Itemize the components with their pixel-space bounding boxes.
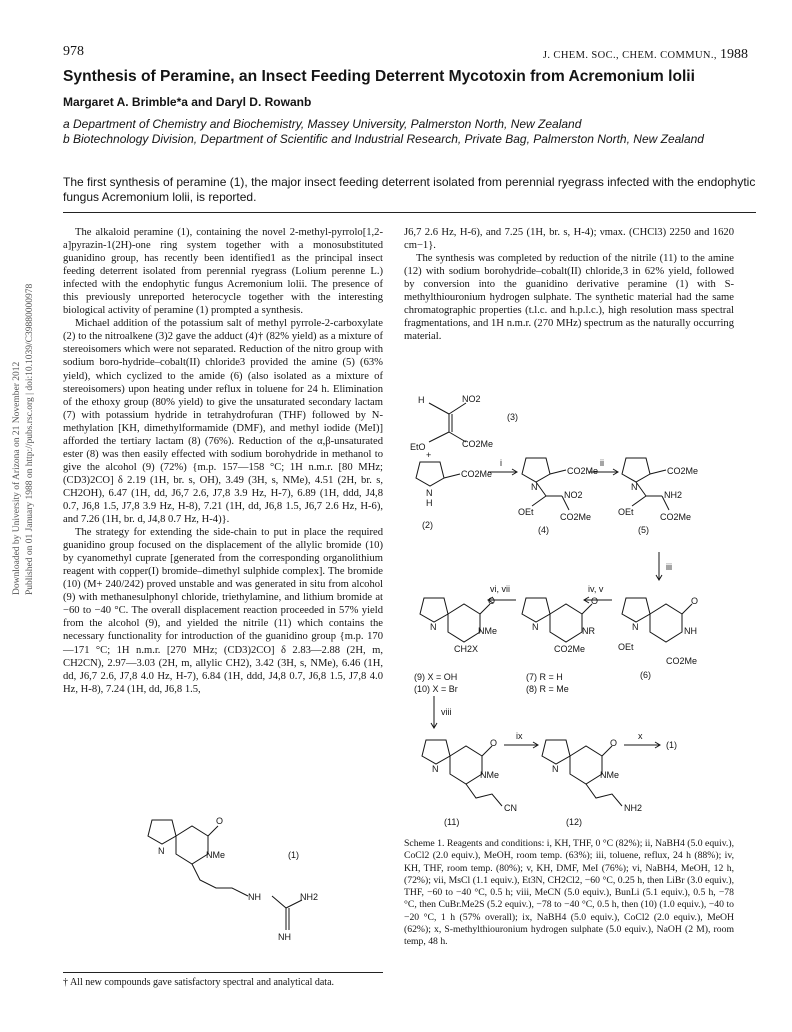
footnote: † All new compounds gave satisfactory spectral and analytical data. [63, 977, 335, 988]
label-co2me: CO2Me [567, 466, 599, 476]
label-o: O [691, 596, 699, 606]
reagent-x: x [638, 731, 643, 741]
label-nh2: NH2 [300, 892, 319, 902]
label-n: N [552, 764, 559, 774]
compound-3-label: (3) [507, 412, 518, 422]
compound-4-label: (4) [538, 525, 549, 535]
body-paragraph: The strategy for extending the side-chain to put in place the required guanidino group focused on the displacement of the allylic bromide (10) by cyanomethyl cuprate [generated from the corresponding organolithium reagent with copper(I) bromide–dimethyl sulphide complex]. The bromide (10) (M+ 240/242) proved unstable and was generated in situ from alcohol (9) with methanesulphonyl chloride, triethylamine, and lithium bromide at −60 to −40 °C. The overall displacement reaction proceeded in 57% yield from the alcohol (9), and yielded the nitrile (11) which contains the necessary functionality for introduction of the guanidino group {m.p. 170—171 °C; 1H n.m.r. [270 MHz; (CD3)2CO] δ 2.83—2.88 (2H, m, CH2CN), 2.97—3.03 (2H, m, allylic CH2), 3.42 (3H, s, NMe), 6.46 (1H, dd, J6,7 2.6, J7,8 4.0 Hz, H-7), 6.84 (1H, ddd, J4,8 0.7, J6,8 1.5, J7,8 4.0 Hz, H-8), 7.24 (1H, dd, J6,8 1.5, [63, 527, 383, 695]
reagents-iv-v: iv, v [588, 584, 604, 594]
label-co2me: CO2Me [554, 644, 586, 654]
label-o: O [488, 596, 496, 606]
label-co2me: CO2Me [660, 512, 692, 522]
label-n: N [531, 482, 538, 492]
compound-8-label: (8) R = Me [526, 684, 569, 694]
label-n: N [430, 622, 437, 632]
label-ch2x: CH2X [454, 644, 479, 654]
label-oet: OEt [618, 507, 634, 517]
label-h: H [426, 498, 433, 508]
compound-7-label: (7) R = H [526, 672, 563, 682]
label-n: N [632, 622, 639, 632]
label-nr: NR [582, 626, 595, 636]
label-co2me: CO2Me [560, 512, 592, 522]
abstract: The first synthesis of peramine (1), the major insect feeding deterrent isolated from perennial ryegrass infected with the endophytic fungus Acremonium lolii, is reported. [63, 175, 756, 204]
reagent-ii: ii [600, 458, 604, 468]
compound-1-label: (1) [288, 850, 299, 860]
body-paragraph: Michael addition of the potassium salt of methyl pyrrole-2-carboxylate (2) to the nitroalkene (3)2 gave the adduct (4)† (82% yield) as a mixture of stereoisomers which were not separated. Reduction of the nitro group with sodium boro-hydride–cobalt(II) chloride3 provided the amine (5) (63% yield), which cyclized to the amide (6) (also isolated as a mixture of stereoisomers) upon heating under reflux in toluene for 24 h. Elimination of the ethoxy group (80% yield) to give the unsaturated secondary lactam (7) with potassium hydride in tetrahydrofuran (THF) followed by N-methylation [KH, dimethylformamide (DMF), and methyl iodide (MeI)] afforded the tertiary lactam (8) (76%). Reduction of the α,β-unsaturated ester (8) was then easily effected with sodium borohydride in methanol to give the alcohol (9) (72%) {m.p. 157—158 °C; 1H n.m.r. [80 MHz; (CD3)2CO] δ 2.19 (1H, br. s, OH), 3.49 (3H, s, NMe), 4.51 (2H, br. s, CH2OH), 6.47 (1H, dd, J6,7 2.6, J7,8 3.9 Hz, H-7), 6.89 (1H, ddd, J4,8 0.7, J6,8 1.5, J7,8 3.9 Hz, H-8), 7.21 (1H, dd, J6,8 1.5, J6,7 2.6 Hz, H-6), and 7.26 (1H, br. d, J4,8 0.7 Hz, H-4)}. [63, 318, 383, 526]
compound-9-label: (9) X = OH [414, 672, 458, 682]
page-number: 978 [63, 44, 84, 59]
label-nme: NMe [206, 850, 226, 860]
label-cn: CN [504, 803, 517, 813]
label-nme: NMe [478, 626, 498, 636]
label-nh2: NH2 [664, 490, 683, 500]
label-no2: NO2 [564, 490, 583, 500]
compound-5-label: (5) [638, 525, 649, 535]
compound-2-label: (2) [422, 520, 433, 530]
affiliation-a: a Department of Chemistry and Biochemistry, Massey University, Palmerston North, New Zealand [63, 117, 582, 131]
article-title: Synthesis of Peramine, an Insect Feeding Deterrent Mycotoxin from Acremonium lolii [63, 68, 695, 85]
label-nh: NH [278, 932, 291, 942]
label-co2me: CO2Me [461, 469, 493, 479]
label-o: O [490, 738, 498, 748]
reagent-viii: viii [441, 707, 452, 717]
label-oet: OEt [518, 507, 534, 517]
label-no2: NO2 [462, 394, 481, 404]
journal-year: 1988 [720, 47, 748, 62]
body-paragraph: The alkaloid peramine (1), containing the novel 2-methyl-pyrrolo[1,2-a]pyrazin-1(2H)-one ring system together with a monosubstituted guanidino group, has recently been identified1 as the principal insect feeding deterrent isolated from perennial ryegrass (Lolium perenne L.) infected with the endophytic fungus Acremonium lolii. The presence of this previously unreported heterocycle together with the interesting biological activity of peramine (1) prompted a synthesis. [63, 227, 383, 317]
product-1-label: (1) [666, 740, 677, 750]
compound-10-label: (10) X = Br [414, 684, 458, 694]
label-n: N [426, 488, 433, 498]
label-eto: EtO [410, 442, 426, 452]
scheme-1 [404, 0, 764, 840]
label-plus: + [426, 450, 432, 460]
label-co2me: CO2Me [667, 466, 699, 476]
body-paragraph: The synthesis was completed by reduction of the nitrile (11) to the amine (12) with sodium borohydride–cobalt(II) chloride,3 in 62% yield, followed by conversion into the guanidino derivative peramine (1) with S-methylthiouronium hydrogen sulphate. The synthetic material had the same chromatographic properties (t.l.c. and h.p.l.c.), high resolution mass spectral fragmentations, and 1H n.m.r. (270 MHz) spectrum as the naturally occurring material. [404, 253, 734, 343]
scheme-caption: Scheme 1. Reagents and conditions: i, KH, THF, 0 °C (82%); ii, NaBH4 (5.0 equiv.), CoCl2 (2.0 equiv.), MeOH, room temp. (63%); iii, toluene, reflux, 24 h (88%); iv, KH, THF, room temp. (80%); v, KH, DMF, MeI (76%); vi, NaBH4, MeOH, 12 h, (72%); vii, MsCl (1.1 equiv.), Et3N, CH2Cl2, −60 °C, 0.25 h, then LiBr (3.0 equiv.), THF, −60 to −40 °C, 0.5 h; viii, MeCN (5.0 equiv.), BunLi (5.1 equiv.), 0.5 h, −78 °C, then CuBr.Me2S (5.2 equiv.), −78 to −40 °C, 0.5 h, then (10) (1.0 equiv.), −40 to −20 °C, 1 h (57% overall); ix, NaBH4 (5.0 equiv.), CoCl2 (2.0 equiv.), MeOH (62%); x, S-methylthiouronium hydrogen sulphate (5.0 equiv.), NaOH (2 M), room temp, 48 h. [404, 838, 734, 948]
label-n: N [432, 764, 439, 774]
label-n: N [631, 482, 638, 492]
label-nh: NH [248, 892, 261, 902]
download-sidebar [12, 265, 35, 595]
label-oet: OEt [618, 642, 634, 652]
reagent-ix: ix [516, 731, 523, 741]
reagent-i: i [500, 458, 502, 468]
reagents-vi-vii: vi, vii [490, 584, 510, 594]
reagent-iii: iii [666, 562, 672, 572]
compound-11-label: (11) [444, 817, 460, 827]
label-o: O [216, 816, 224, 826]
label-o: O [610, 738, 618, 748]
label-nh2: NH2 [624, 803, 643, 813]
label-n: N [532, 622, 539, 632]
body-paragraph: J6,7 2.6 Hz, H-6), and 7.25 (1H, br. s, H-4); νmax. (CHCl3) 2250 and 1620 cm−1}. [404, 227, 734, 252]
label-nme: NMe [480, 770, 500, 780]
label-n: N [158, 846, 165, 856]
compound-6-label: (6) [640, 670, 651, 680]
compound-12-label: (12) [566, 817, 583, 827]
body-left-column [63, 226, 383, 696]
affiliation-b: b Biotechnology Division, Department of Scientific and Industrial Research, Private Bag, Palmerston North, New Zealand [63, 131, 704, 146]
label-co2me: CO2Me [462, 439, 494, 449]
sidebar-download-line: Downloaded by University of Arizona on 21 November 2012 [12, 361, 22, 595]
article-authors: Margaret A. Brimble*a and Daryl D. Rowanb [63, 95, 312, 109]
footnote-rule [63, 972, 383, 973]
peramine-structure [140, 808, 390, 958]
label-h: H [418, 395, 425, 405]
sidebar-doi-link[interactable]: Published on 01 January 1988 on http://pubs.rsc.org | doi:10.1039/C39880000978 [25, 283, 35, 595]
label-nme: NMe [600, 770, 620, 780]
label-co2me: CO2Me [666, 656, 698, 666]
journal-name: J. CHEM. SOC., CHEM. COMMUN., [542, 50, 717, 61]
label-nh: NH [684, 626, 697, 636]
label-o: O [591, 596, 599, 606]
